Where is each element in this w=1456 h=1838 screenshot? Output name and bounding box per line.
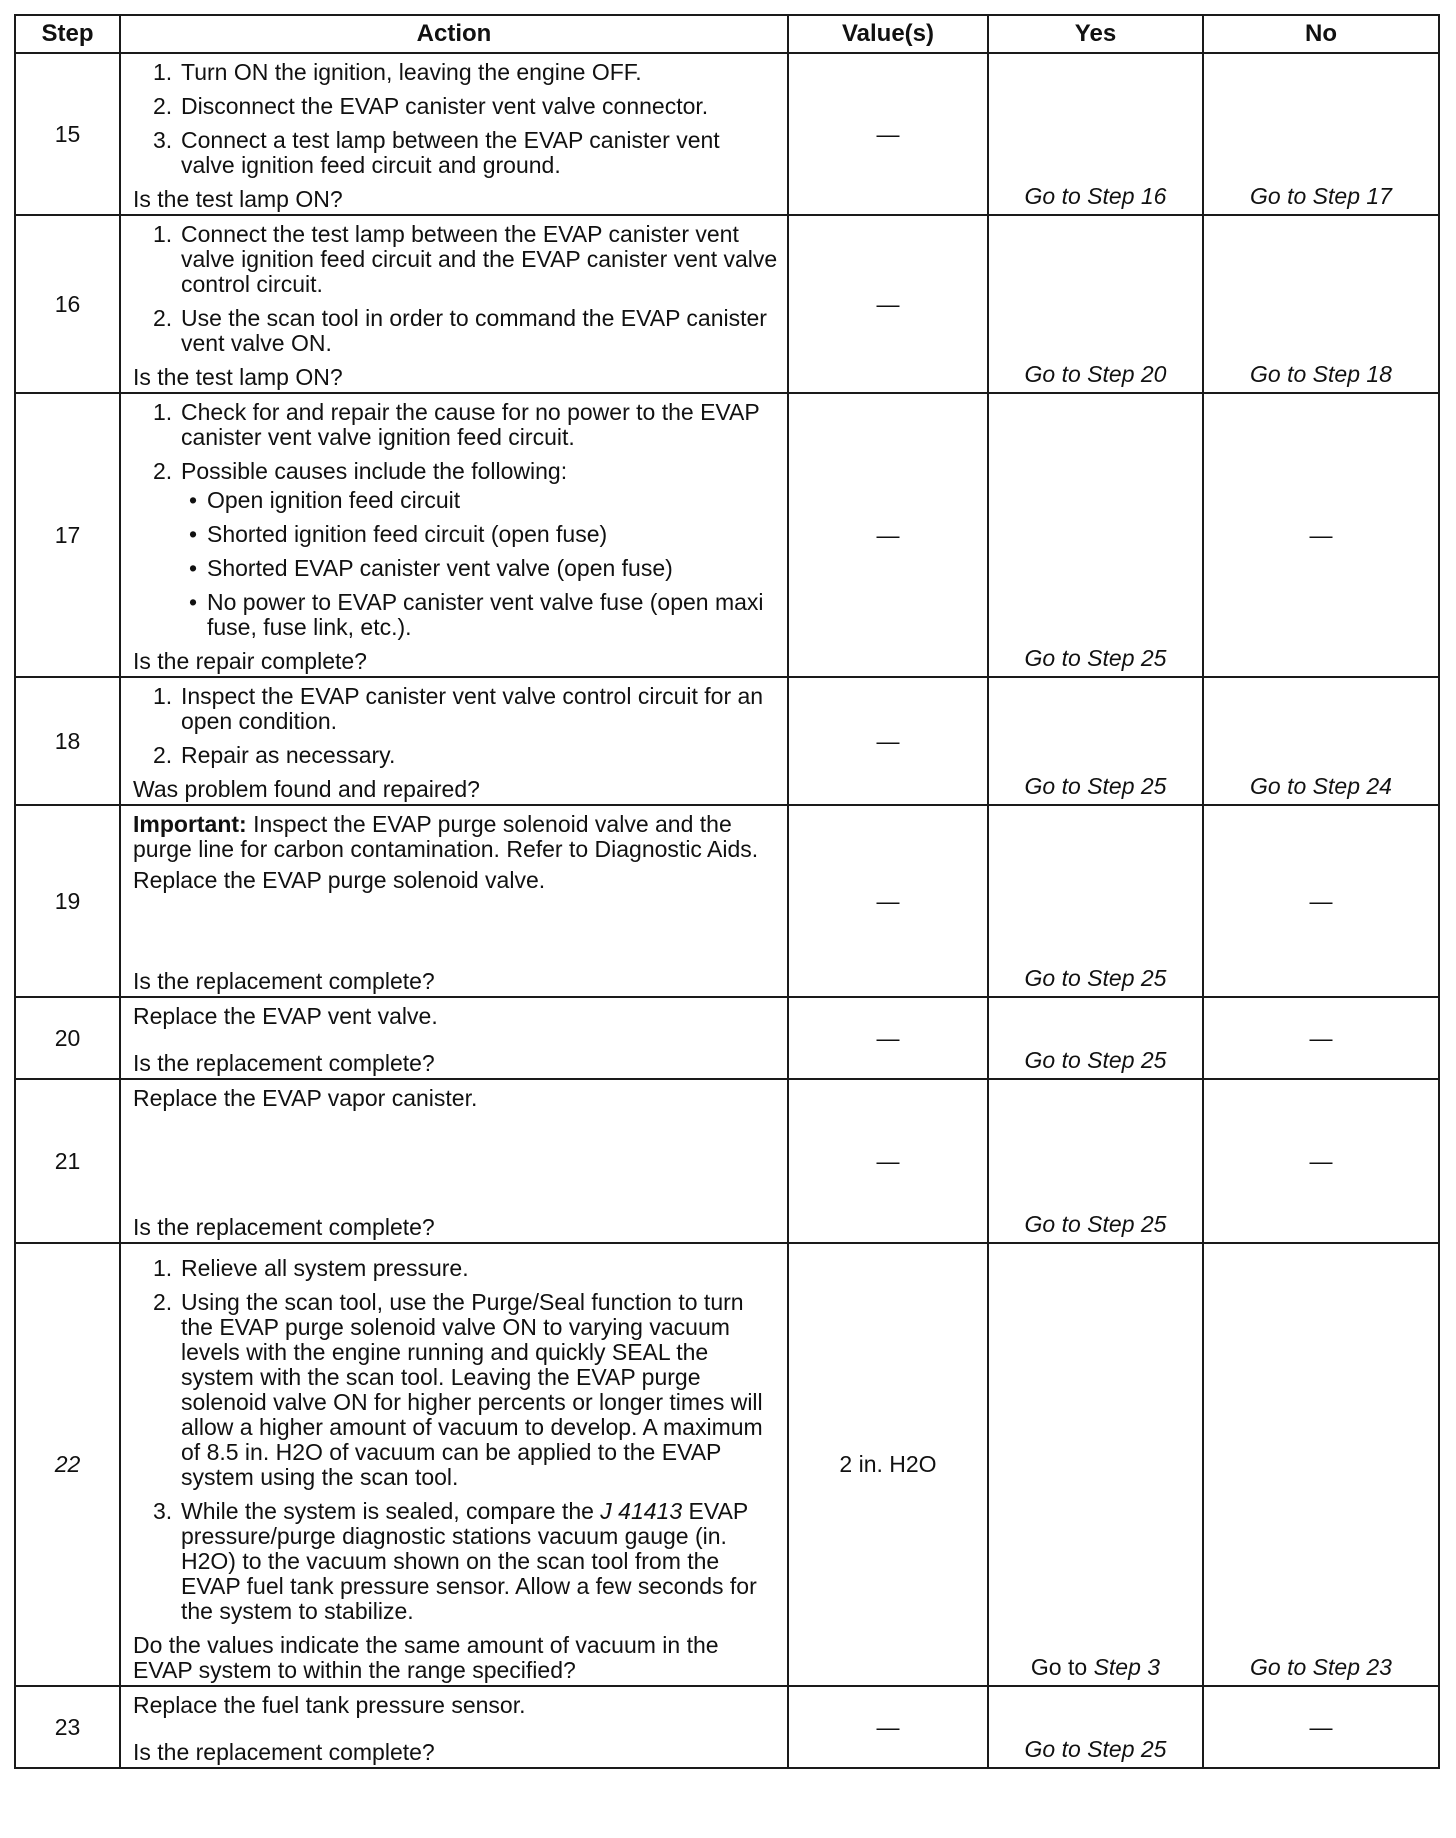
yes-cell: Go to Step 25 — [988, 677, 1203, 805]
table-row — [15, 1243, 1439, 1686]
yes-cell: Go to Step 25 — [988, 997, 1203, 1079]
action-item: Relieve all system pressure. — [181, 1255, 469, 1281]
yes-cell — [988, 1243, 1203, 1686]
question-text: Is the replacement complete? — [133, 1050, 435, 1076]
step-number: 20 — [15, 997, 120, 1079]
value-cell: 2 in. H2O — [788, 1243, 988, 1686]
yes-cell: Go to Step 25 — [988, 1079, 1203, 1243]
header-row — [15, 15, 1439, 53]
value-cell: — — [788, 1686, 988, 1768]
action-cell: 1. Relieve all system pressure. 2. Using the scan tool, use the Purge/Seal function to turn the EVAP purge solenoid valve ON to varying vacuum levels with the engine running and quickly SEAL the system with the scan tool. Leaving the EVAP purge solenoid valve ON for higher percents or longer times will allow a higher amount of vacuum to develop. A maximum of 8.5 in. H2O of vacuum can be applied to the EVAP system using the scan tool. 3. While the system is sealed, compare the J 41413 EVAP pressure/purge diagnostic stations vacuum gauge (in. H2O) to the vacuum shown on the scan tool from the EVAP fuel tank pressure sensor. Allow a few seconds for the system to stabilize. Do the values indicate the same amount of vacuum in the EVAP system to within the range specified? — [120, 1243, 788, 1686]
action-cell — [120, 997, 788, 1079]
value-cell: — — [788, 393, 988, 677]
action-item: Disconnect the EVAP canister vent valve connector. — [181, 93, 709, 119]
value-cell: — — [788, 53, 988, 215]
value-cell: — — [788, 215, 988, 393]
question-text: Is the repair complete? — [133, 648, 367, 674]
yes-cell: Go to Step 20 — [988, 215, 1203, 393]
step-number: 23 — [15, 1686, 120, 1768]
action-item — [181, 1499, 779, 1624]
table-row — [15, 997, 1439, 1079]
question-text: Do the values indicate the same amount of vacuum in the EVAP system to within the range specified? — [133, 1632, 719, 1683]
table-row — [15, 393, 1439, 677]
instruction-text: Replace the EVAP purge solenoid valve. — [133, 867, 546, 893]
diagnostic-table — [14, 14, 1440, 1769]
instruction-text: Replace the EVAP vent valve. — [133, 1003, 438, 1029]
bullet-item: Open ignition feed circuit — [207, 487, 461, 513]
important-label: Important: — [133, 811, 247, 837]
no-cell: — — [1203, 805, 1439, 997]
item3-pre: While the system is sealed, compare the — [181, 1498, 601, 1524]
instruction-text: Replace the fuel tank pressure sensor. — [133, 1692, 526, 1718]
item3-post: EVAP pressure/purge diagnostic stations vacuum gauge (in. H2O) to the vacuum shown on the scan tool from the EVAP fuel tank pressure sensor. Allow a few seconds for the system to stabilize. — [181, 1498, 757, 1624]
tool-number: J 41413 — [600, 1498, 683, 1524]
action-item: Using the scan tool, use the Purge/Seal function to turn the EVAP purge solenoid valve ON to varying vacuum levels with the engine running and quickly SEAL the system with the scan tool. Leaving the EVAP purge solenoid valve ON for higher percents or longer times will allow a higher amount of vacuum to develop. A maximum of 8.5 in. H2O of vacuum can be applied to the EVAP system using the scan tool. — [181, 1289, 763, 1490]
yes-step: Step 3 — [1093, 1654, 1161, 1680]
action-item: Use the scan tool in order to command the EVAP canister vent valve ON. — [181, 305, 767, 356]
header-step: Step — [15, 15, 120, 53]
action-item: Repair as necessary. — [181, 742, 396, 768]
yes-cell: Go to Step 25 — [988, 393, 1203, 677]
action-cell: 1. Check for and repair the cause for no power to the EVAP canister vent valve ignition feed circuit. 2. Possible causes include the following: • Open ignition feed circuit • Shorted ignition feed circuit (open fuse) • Shorted EVAP canister vent valve (open fuse) • No power to EVAP canister vent valve fuse (open maxi fuse, fuse link, etc.). Is the repair complete? — [120, 393, 788, 677]
action-item: Connect the test lamp between the EVAP canister vent valve ignition feed circuit and the EVAP canister vent valve control circuit. — [181, 221, 778, 297]
value-cell: — — [788, 677, 988, 805]
bullet-item: Shorted ignition feed circuit (open fuse) — [207, 521, 608, 547]
step-number: 19 — [15, 805, 120, 997]
step-number: 22 — [15, 1243, 120, 1686]
no-cell: — — [1203, 997, 1439, 1079]
table-row — [15, 215, 1439, 393]
action-item: Turn ON the ignition, leaving the engine OFF. — [181, 59, 642, 85]
step-number: 15 — [15, 53, 120, 215]
question-text: Is the test lamp ON? — [133, 186, 343, 212]
action-item: Possible causes include the following: — [181, 458, 568, 484]
no-cell: Go to Step 23 — [1203, 1243, 1439, 1686]
action-item: Inspect the EVAP canister vent valve control circuit for an open condition. — [181, 683, 764, 734]
important-text: Inspect the EVAP purge solenoid valve and the purge line for carbon contamination. Refer to Diagnostic Aids. — [133, 811, 759, 862]
yes-cell: Go to Step 25 — [988, 1686, 1203, 1768]
step-number: 17 — [15, 393, 120, 677]
step-number: 21 — [15, 1079, 120, 1243]
header-action: Action — [120, 15, 788, 53]
no-cell: Go to Step 17 — [1203, 53, 1439, 215]
action-cell — [120, 1686, 788, 1768]
question-text: Is the replacement complete? — [133, 1214, 435, 1240]
header-values: Value(s) — [788, 15, 988, 53]
table-row — [15, 1686, 1439, 1768]
step-number: 18 — [15, 677, 120, 805]
table-row — [15, 1079, 1439, 1243]
no-cell: — — [1203, 1686, 1439, 1768]
no-cell: — — [1203, 1079, 1439, 1243]
question-text: Was problem found and repaired? — [133, 776, 480, 802]
action-item: Connect a test lamp between the EVAP canister vent valve ignition feed circuit and ground. — [181, 127, 720, 178]
bullet-item: No power to EVAP canister vent valve fuse (open maxi fuse, fuse link, etc.). — [207, 589, 764, 640]
step-number: 16 — [15, 215, 120, 393]
table-row — [15, 805, 1439, 997]
value-cell: — — [788, 1079, 988, 1243]
yes-go-to: Go to — [1030, 1654, 1094, 1680]
bullet-item: Shorted EVAP canister vent valve (open fuse) — [207, 555, 673, 581]
no-cell: — — [1203, 393, 1439, 677]
value-cell: — — [788, 997, 988, 1079]
value-cell: — — [788, 805, 988, 997]
no-cell: Go to Step 18 — [1203, 215, 1439, 393]
action-cell — [120, 1079, 788, 1243]
header-yes: Yes — [988, 15, 1203, 53]
yes-cell: Go to Step 25 — [988, 805, 1203, 997]
action-cell — [120, 805, 788, 997]
question-text: Is the test lamp ON? — [133, 364, 343, 390]
question-text: Is the replacement complete? — [133, 1739, 435, 1765]
yes-cell: Go to Step 16 — [988, 53, 1203, 215]
header-no: No — [1203, 15, 1439, 53]
instruction-text: Replace the EVAP vapor canister. — [133, 1085, 478, 1111]
action-cell: 1. Inspect the EVAP canister vent valve control circuit for an open condition. 2. Repair as necessary. Was problem found and repaired? — [120, 677, 788, 805]
action-cell: 1. Turn ON the ignition, leaving the engine OFF. 2. Disconnect the EVAP canister vent valve connector. 3. Connect a test lamp between the EVAP canister vent valve ignition feed circuit and ground. Is the test lamp ON? — [120, 53, 788, 215]
table-row — [15, 677, 1439, 805]
action-cell: 1. Connect the test lamp between the EVAP canister vent valve ignition feed circuit and the EVAP canister vent valve control circuit. 2. Use the scan tool in order to command the EVAP canister vent valve ON. Is the test lamp ON? — [120, 215, 788, 393]
question-text: Is the replacement complete? — [133, 968, 435, 994]
table-row — [15, 53, 1439, 215]
no-cell: Go to Step 24 — [1203, 677, 1439, 805]
action-item: Check for and repair the cause for no power to the EVAP canister vent valve ignition feed circuit. — [181, 399, 760, 450]
